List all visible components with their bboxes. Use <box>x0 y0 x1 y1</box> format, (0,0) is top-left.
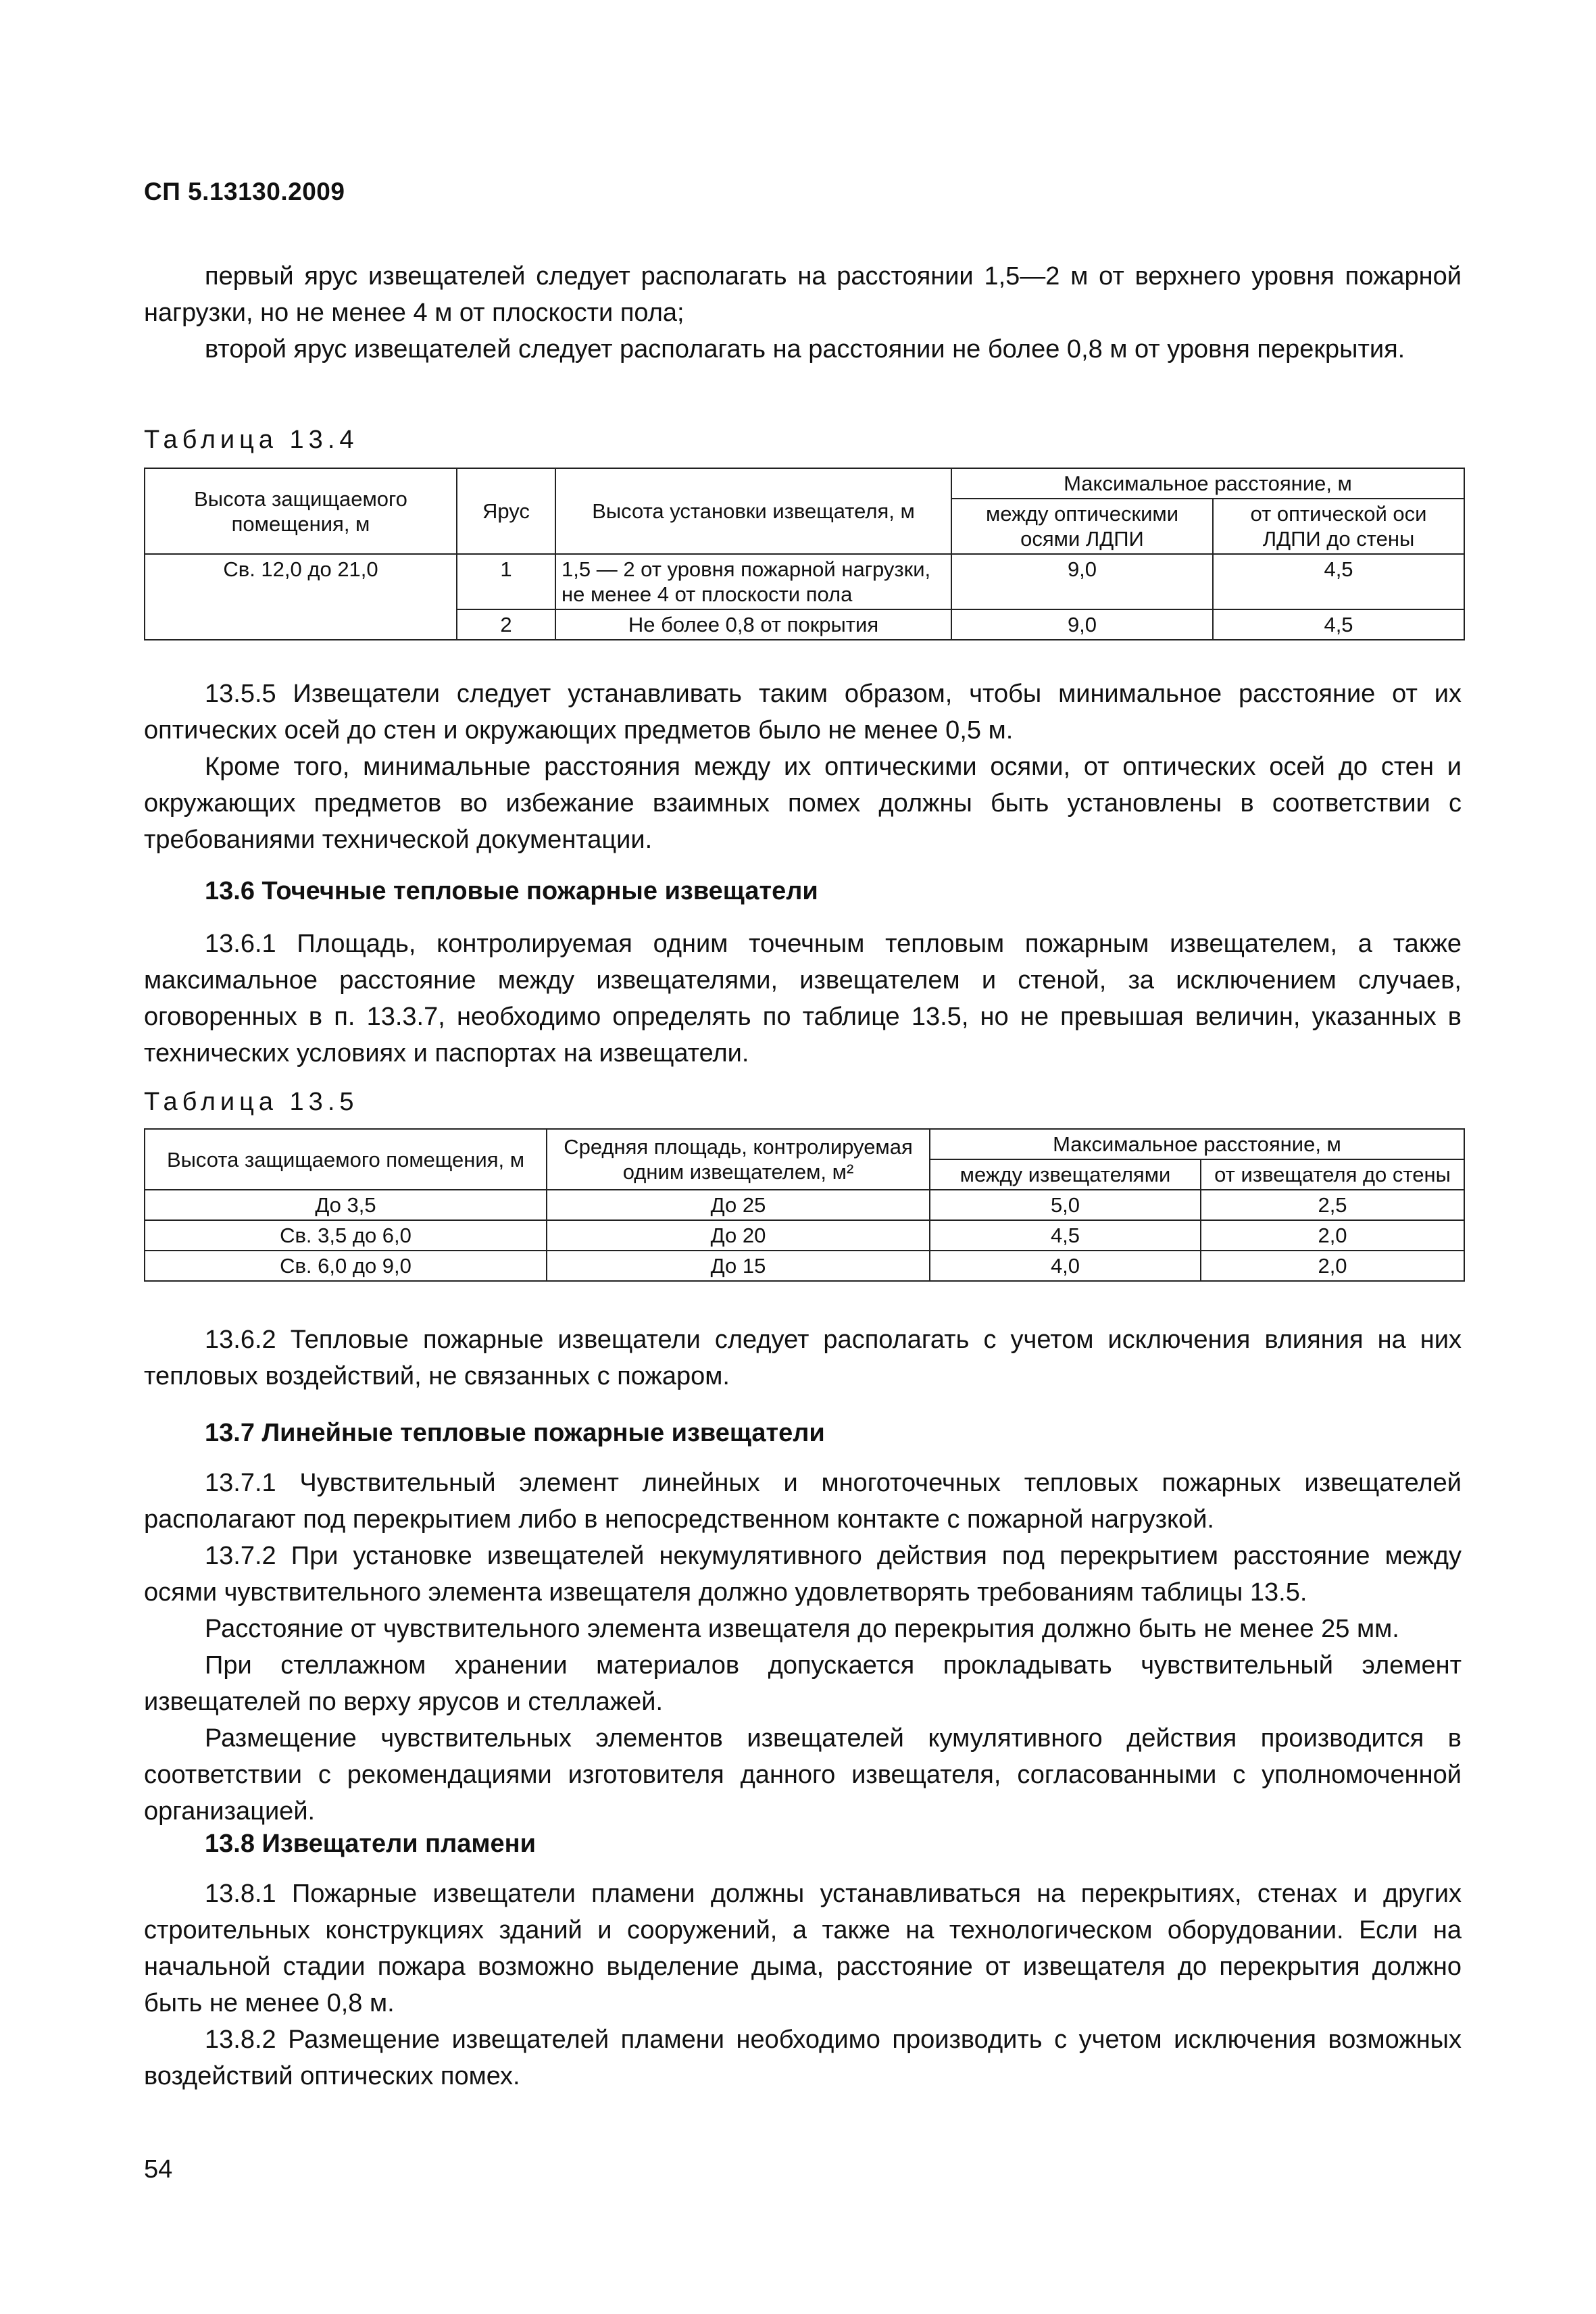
table-13-4 <box>144 468 1465 640</box>
table-row <box>145 1251 1464 1281</box>
table-13-5 <box>144 1128 1465 1282</box>
table-cell: До 20 <box>547 1220 930 1251</box>
paragraph: 13.8.1 Пожарные извещатели пламени должны устанавливаться на перекрытиях, стенах и других строительных конструкциях зданий и сооружений, а также на технологическом оборудовании. Если на начальной стадии пожара возможно выделение дыма, расстояние от извещателя до перекрытия должно быть не менее 0,8 м. <box>144 1880 1462 2017</box>
table-cell: До 15 <box>547 1251 930 1281</box>
section-13-6-2 <box>144 1322 1462 1394</box>
paragraph: 13.8.2 Размещение извещателей пламени необходимо производить с учетом исключения возможных воздействий оптических помех. <box>144 2026 1462 2090</box>
table-cell: 1 <box>457 554 555 609</box>
table-cell <box>145 609 457 640</box>
header-cell: Высота защищаемого помещения, м <box>145 468 457 554</box>
header-cell: между оптическими осями ЛДПИ <box>951 499 1213 554</box>
paragraph: Кроме того, минимальные расстояния между их оптическими осями, от оптических осей до стен и окружающих предметов во избежание взаимных помех должны быть установлены в соответствии с требованиями технической документации. <box>144 753 1462 854</box>
page-number: 54 <box>144 2155 173 2184</box>
paragraph: Размещение чувствительных элементов извещателей кумулятивного действия производится в соответствии с рекомендациями изготовителя данного извещателя, согласованными с уполномоченной организацией. <box>144 1724 1462 1826</box>
paragraph: 13.7.1 Чувствительный элемент линейных и многоточечных тепловых пожарных извещателей располагают под перекрытием либо в непосредственном контакте с пожарной нагрузкой. <box>144 1469 1462 1534</box>
section-13-5-5 <box>144 676 1462 858</box>
paragraph: Расстояние от чувствительного элемента извещателя до перекрытия должно быть не менее 25 мм. <box>205 1615 1399 1643</box>
heading-13-8: 13.8 Извещатели пламени <box>205 1830 536 1858</box>
table-cell: 2,0 <box>1201 1251 1464 1281</box>
table-cell: До 25 <box>547 1190 930 1220</box>
table-cell: Св. 3,5 до 6,0 <box>145 1220 547 1251</box>
header-cell: между извещателями <box>930 1159 1201 1190</box>
table-caption-13-5: Таблица 13.5 <box>144 1088 359 1116</box>
table-row <box>145 554 1464 609</box>
table-cell: Св. 12,0 до 21,0 <box>145 554 457 609</box>
document-code: СП 5.13130.2009 <box>144 178 345 205</box>
paragraph: 13.6.2 Тепловые пожарные извещатели следует располагать с учетом исключения влияния на них тепловых воздействий, не связанных с пожаром. <box>144 1326 1462 1390</box>
intro-text <box>144 258 1462 368</box>
table-cell: До 3,5 <box>145 1190 547 1220</box>
table-cell: 2,0 <box>1201 1220 1464 1251</box>
section-13-7 <box>144 1465 1462 1830</box>
paragraph: 13.7.2 При установке извещателей некумулятивного действия под перекрытием расстояние между осями чувствительного элемента извещателя должно удовлетворять требованиям таблицы 13.5. <box>144 1542 1462 1607</box>
heading-13-7: 13.7 Линейные тепловые пожарные извещатели <box>205 1419 825 1447</box>
heading-13-6: 13.6 Точечные тепловые пожарные извещатели <box>205 877 818 905</box>
table-cell: Св. 6,0 до 9,0 <box>145 1251 547 1281</box>
table-cell: 4,0 <box>930 1251 1201 1281</box>
header-cell: Ярус <box>457 468 555 554</box>
table-cell: 9,0 <box>951 554 1213 609</box>
section-13-6-1 <box>144 926 1462 1072</box>
header-cell: Максимальное расстояние, м <box>930 1129 1464 1159</box>
paragraph: 13.6.1 Площадь, контролируемая одним точечным тепловым пожарным извещателем, а также максимальное расстояние между извещателями, извещателем и стеной, за исключением случаев, оговоренных в п. 13.3.7, необходимо определять по таблице 13.5, но не превышая величин, указанных в технических условиях и паспортах на извещатели. <box>144 930 1462 1067</box>
table-cell: 4,5 <box>1213 609 1464 640</box>
table-cell: 4,5 <box>1213 554 1464 609</box>
table-cell: 2 <box>457 609 555 640</box>
header-cell: Высота установки извещателя, м <box>555 468 951 554</box>
table-cell: 2,5 <box>1201 1190 1464 1220</box>
paragraph: второй ярус извещателей следует располагать на расстоянии не более 0,8 м от уровня перекрытия. <box>205 335 1405 363</box>
header-cell: Средняя площадь, контролируемая одним извещателем, м² <box>547 1129 930 1190</box>
header-cell: от оптической оси ЛДПИ до стены <box>1213 499 1464 554</box>
header-cell: Высота защищаемого помещения, м <box>145 1129 547 1190</box>
header-cell: Максимальное расстояние, м <box>951 468 1464 499</box>
table-cell: 1,5 — 2 от уровня пожарной нагрузки, не менее 4 от плоскости пола <box>555 554 951 609</box>
table-cell: 5,0 <box>930 1190 1201 1220</box>
paragraph: 13.5.5 Извещатели следует устанавливать таким образом, чтобы минимальное расстояние от их оптических осей до стен и окружающих предметов было не менее 0,5 м. <box>144 680 1462 745</box>
paragraph: При стеллажном хранении материалов допускается прокладывать чувствительный элемент извещателей по верху ярусов и стеллажей. <box>144 1651 1462 1716</box>
table-cell: Не более 0,8 от покрытия <box>555 609 951 640</box>
table-caption-13-4: Таблица 13.4 <box>144 426 359 454</box>
table-row <box>145 609 1464 640</box>
table-cell: 4,5 <box>930 1220 1201 1251</box>
table-row <box>145 1190 1464 1220</box>
table-row <box>145 1220 1464 1251</box>
table-cell: 9,0 <box>951 609 1213 640</box>
header-cell: от извещателя до стены <box>1201 1159 1464 1190</box>
section-13-8 <box>144 1876 1462 2094</box>
paragraph: первый ярус извещателей следует располагать на расстоянии 1,5—2 м от верхнего уровня пожарной нагрузки, но не менее 4 м от плоскости пола; <box>144 262 1462 327</box>
